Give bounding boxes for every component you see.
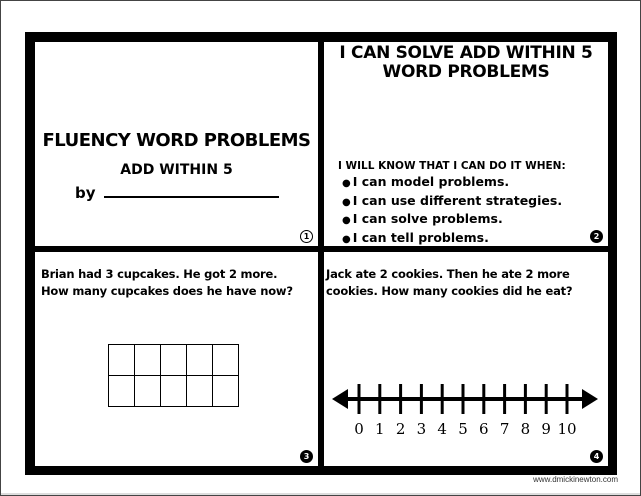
page-number: 2 [590,230,603,243]
criteria-item: ● I can model problems. [342,174,562,193]
page-number: 4 [590,450,603,463]
card-title [35,42,318,246]
ten-frame-cell[interactable] [109,376,135,407]
tick-label: 3 [416,420,427,438]
tick-label: 0 [354,420,364,438]
ten-frame-cell[interactable] [213,345,239,376]
ten-frame [108,344,239,407]
ten-frame-cell[interactable] [187,376,213,407]
ten-frame-cell[interactable] [161,376,187,407]
card-goals [324,42,608,246]
problem-line: Brian had 3 cupcakes. He got 2 more. [41,267,278,281]
author-line [75,184,279,202]
tick-label: 10 [557,420,577,438]
right-arrow-icon [582,389,598,409]
goal-title-line: WORD PROBLEMS [382,62,550,82]
website-credit: www.dmickinewton.com [533,475,618,484]
ten-frame-cell[interactable] [135,345,161,376]
by-label: by [75,184,96,202]
name-blank[interactable] [104,196,279,198]
tick-label: 4 [437,420,447,438]
tick-label: 9 [541,420,551,438]
page-number: 1 [300,230,313,243]
goal-title [324,44,608,82]
criteria-list [342,174,562,248]
tick-label: 2 [395,420,406,438]
left-arrow-icon [332,389,348,409]
ten-frame-cell[interactable] [161,345,187,376]
problem-line: Jack ate 2 cookies. Then he ate 2 more [326,267,570,281]
worksheet-subtitle: ADD WITHIN 5 [120,162,233,178]
criteria-item: ● I can tell problems. [342,230,562,249]
number-line [332,377,602,447]
page-number: 3 [300,450,313,463]
problem-line: How many cupcakes does he have now? [41,284,293,298]
tick-label: 6 [479,420,489,438]
ten-frame-cell[interactable] [187,345,213,376]
ten-frame-cell[interactable] [213,376,239,407]
card-problem-1 [35,252,318,466]
bottom-border [1,493,640,495]
problem-line: cookies. How many cookies did he eat? [326,284,573,298]
problem-text [326,266,572,300]
criteria-item: ● I can use different strategies. [342,193,562,212]
ten-frame-cell[interactable] [109,345,135,376]
goal-title-line: I CAN SOLVE ADD WITHIN 5 [339,43,593,63]
card-problem-2 [324,252,608,466]
worksheet-frame [25,32,617,475]
problem-text [41,266,293,300]
worksheet-title: FLUENCY WORD PROBLEMS [42,130,311,151]
ten-frame-cell[interactable] [135,376,161,407]
tick-label: 1 [375,420,385,438]
criteria-item: ● I can solve problems. [342,211,562,230]
tick-label: 5 [458,420,468,438]
tick-label: 7 [499,420,510,438]
criteria-heading: I WILL KNOW THAT I CAN DO IT WHEN: [338,160,566,172]
tick-label: 8 [520,420,531,438]
